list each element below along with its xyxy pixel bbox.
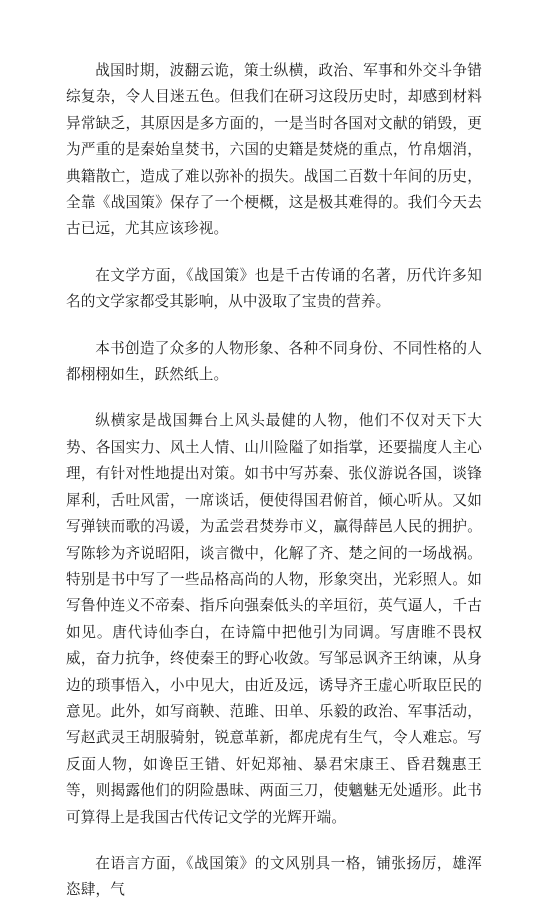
paragraph-2: 在文学方面，《战国策》也是千古传诵的名著，历代许多知名的文学家都受其影响，从中汲取了宝贵的营养。 — [66, 266, 482, 311]
paragraph-1: 战国时期，波翻云诡，策士纵横，政治、军事和外交斗争错综复杂，令人目迷五色。但我们在研习这段历史时，却感到材料异常缺乏，其原因是多方面的，一是当时各国对文献的销毁，更为严重的是秦始皇焚书，六国的史籍是焚烧的重点，竹帛烟消，典籍散亡，造成了难以弥补的损失。战国二百数十年间的历史，全靠《战国策》保存了一个梗概，这是极其难得的。我们今天去古已远，尤其应该珍视。 — [66, 62, 482, 238]
paragraph-4: 纵横家是战国舞台上风头最健的人物，他们不仅对天下大势、各国实力、风土人情、山川险隘了如指掌，还要揣度人主心理，有针对性地提出对策。如书中写苏秦、张仪游说各国，谈锋犀利，舌吐风雷，一席谈话，便使得国君俯首，倾心听从。又如写弹铗而歌的冯谖，为孟尝君焚券市义，赢得薛邑人民的拥护。写陈轸为齐说昭阳，谈言微中，化解了齐、楚之间的一场战祸。特别是书中写了一些品格高尚的人物，形象突出，光彩照人。如写鲁仲连义不帝秦、指斥向强秦低头的辛垣衍，英气逼人，千古如见。唐代诗仙李白，在诗篇中把他引为同调。写唐睢不畏权威，奋力抗争，终使秦王的野心收敛。写邹忌讽齐王纳谏，从身边的琐事悟入，小中见大，由近及远，诱导齐王虚心听取臣民的意见。此外，如写商鞅、范雎、田单、乐毅的政治、军事活动，写赵武灵王胡服骑射，锐意革新，都虎虎有生气，令人难忘。写反面人物，如谗臣王错、奸妃郑袖、暴君宋康王、昏君魏惠王等，则揭露他们的阴险愚昧、两面三刀，使魑魅无处遁形。此书可算得上是我国古代传记文学的光辉开端。 — [66, 412, 482, 826]
document-body — [66, 58, 482, 924]
paragraph-5: 在语言方面，《战国策》的文风别具一格，铺张扬厉，雄浑恣肆，气 — [66, 854, 482, 899]
paragraph-3: 本书创造了众多的人物形象、各种不同身份、不同性格的人都栩栩如生，跃然纸上。 — [66, 339, 482, 384]
